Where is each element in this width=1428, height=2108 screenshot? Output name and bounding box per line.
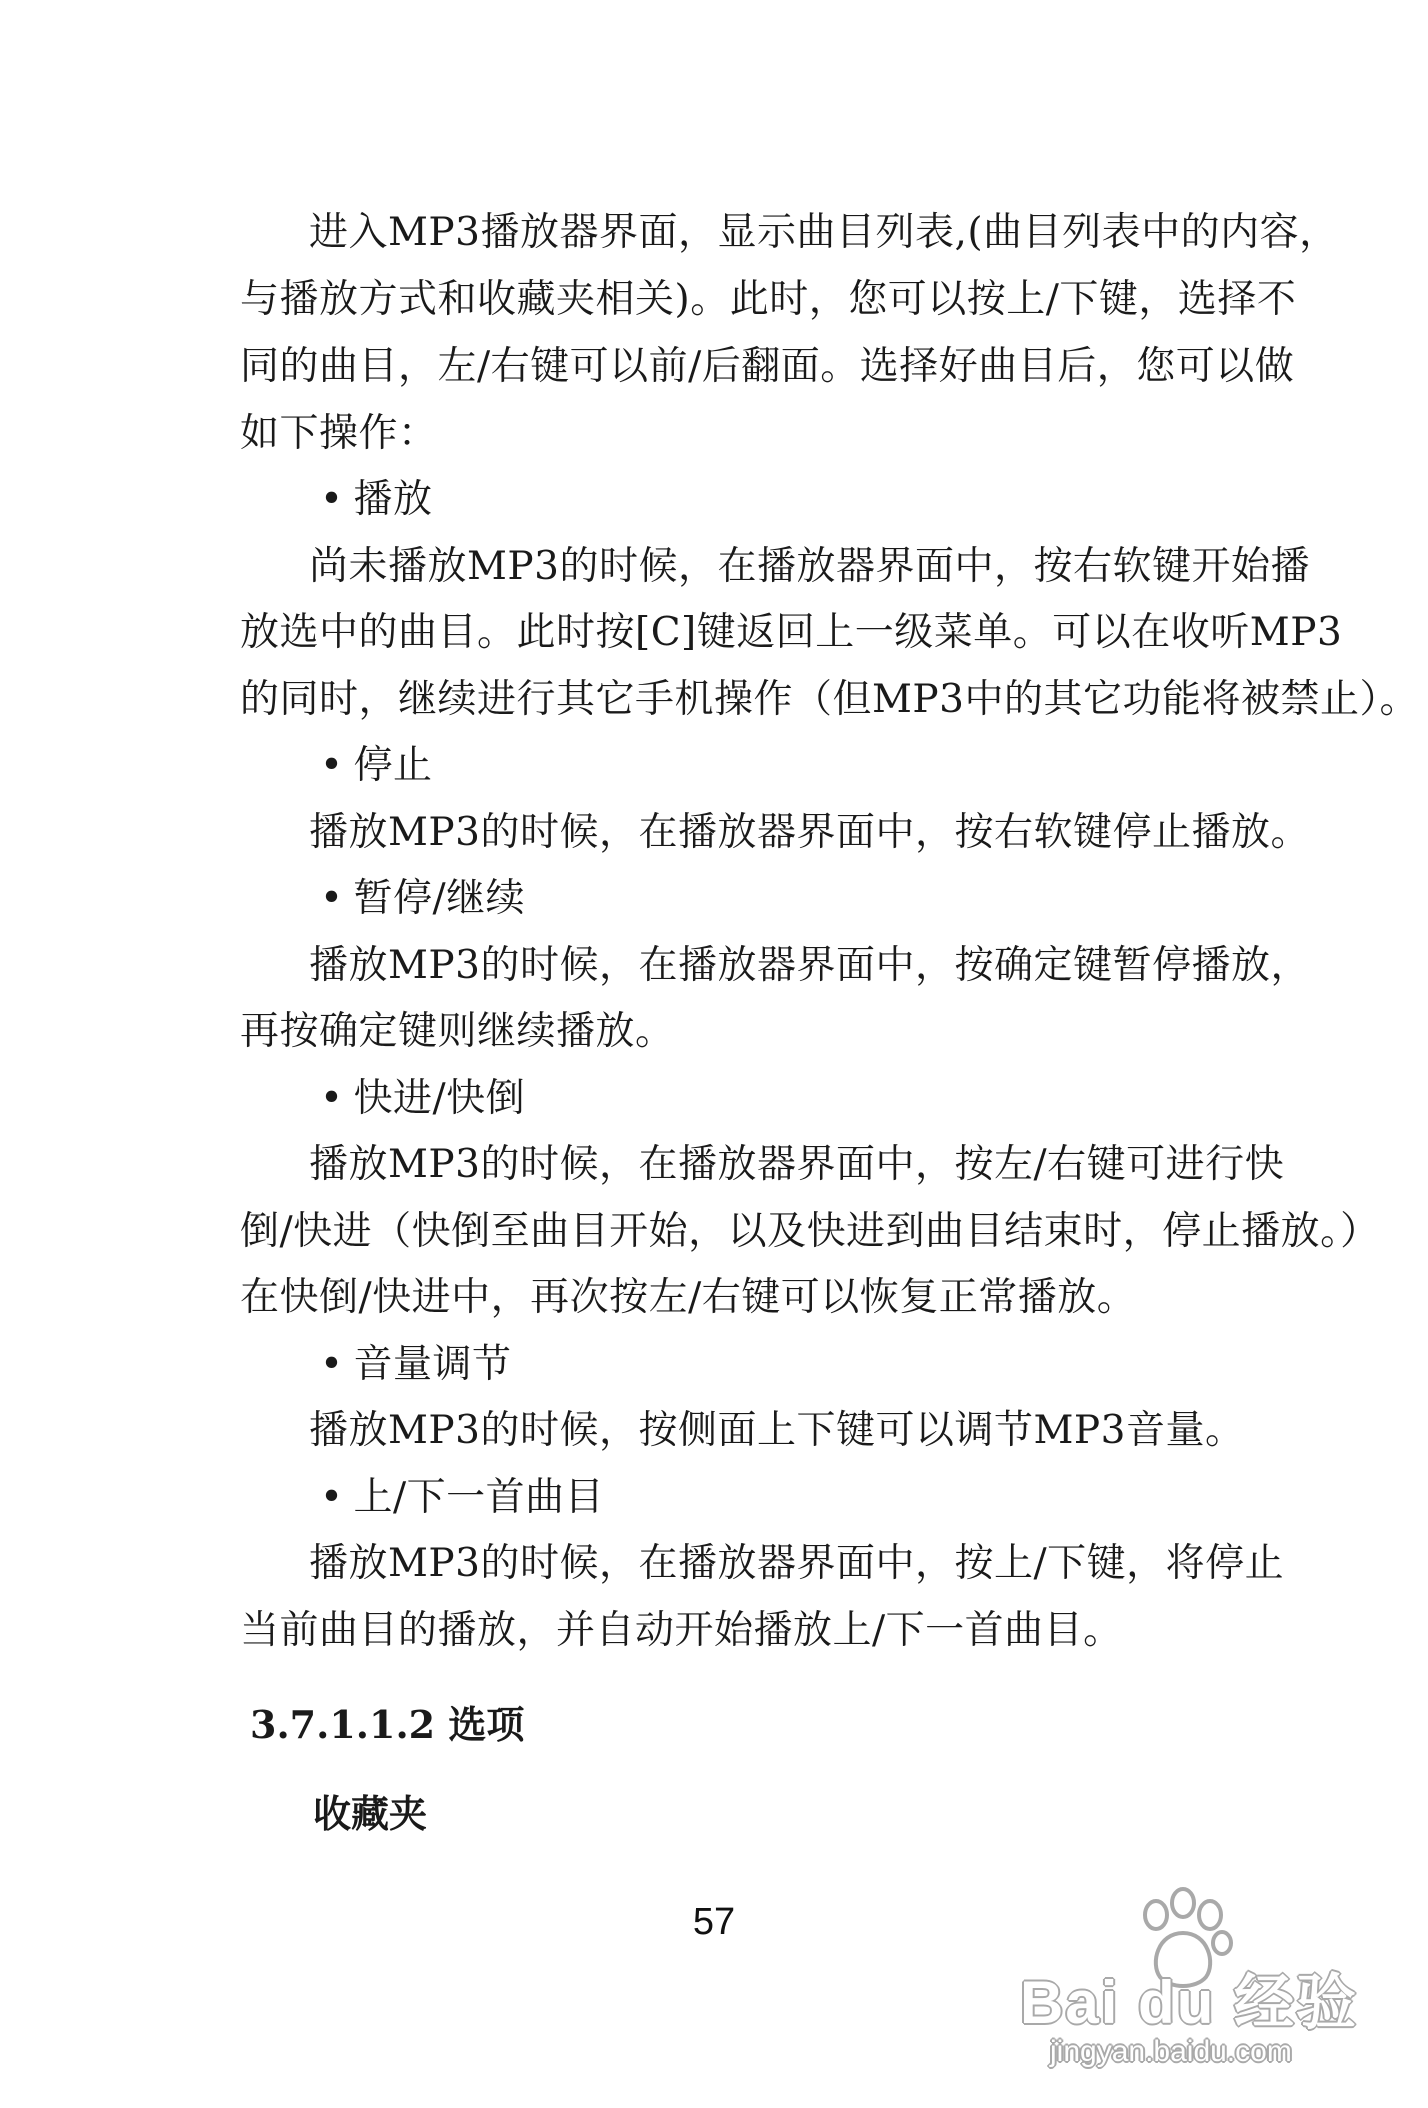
section-heading: 3.7.1.1.2 选项 bbox=[250, 1702, 525, 1747]
bullet-label: 快进/快倒 bbox=[353, 1076, 526, 1121]
subheading: 收藏夹 bbox=[313, 1791, 428, 1836]
bullet-item-pause-resume bbox=[320, 876, 526, 921]
paragraph-line: 播放MP3的时候，在播放器界面中，按右软键停止播放。 bbox=[309, 810, 1310, 855]
paragraph-line: 播放MP3的时候，按侧面上下键可以调节MP3音量。 bbox=[309, 1408, 1245, 1453]
watermark-url: jingyan.baidu.com bbox=[1050, 2035, 1292, 2068]
paragraph-line: 播放MP3的时候，在播放器界面中，按确定键暂停播放， bbox=[309, 943, 1310, 988]
paragraph-line: 播放MP3的时候，在播放器界面中，按上/下键，将停止 bbox=[309, 1541, 1285, 1586]
paragraph-line: 当前曲目的播放，并自动开始播放上/下一首曲目。 bbox=[240, 1608, 1123, 1653]
bullet-mark: • bbox=[320, 876, 344, 921]
bullet-item-fast-forward-rewind bbox=[320, 1076, 526, 1121]
watermark-brand: Bai du 经验 bbox=[1020, 1969, 1359, 2036]
bullet-label: 播放 bbox=[353, 477, 433, 522]
bullet-item-stop bbox=[320, 743, 433, 788]
bullet-label: 上/下一首曲目 bbox=[353, 1475, 605, 1520]
paragraph-line: 倒/快进（快倒至曲目开始，以及快进到曲目结束时，停止播放。） bbox=[240, 1209, 1380, 1254]
bullet-mark: • bbox=[320, 477, 344, 522]
paragraph-line: 如下操作： bbox=[240, 411, 438, 456]
paragraph-line: 再按确定键则继续播放。 bbox=[240, 1009, 675, 1054]
paragraph-line: 放选中的曲目。此时按[C]键返回上一级菜单。可以在收听MP3 bbox=[240, 610, 1343, 655]
bullet-item-prev-next-track bbox=[320, 1475, 605, 1520]
paragraph-line: 的同时，继续进行其它手机操作（但MP3中的其它功能将被禁止）。 bbox=[240, 677, 1419, 722]
paragraph-line: 同的曲目，左/右键可以前/后翻面。选择好曲目后，您可以做 bbox=[240, 344, 1295, 389]
baidu-jingyan-watermark bbox=[1020, 1885, 1390, 2085]
bullet-mark: • bbox=[320, 1342, 344, 1387]
paragraph-line: 进入MP3播放器界面，显示曲目列表,(曲目列表中的内容， bbox=[309, 210, 1339, 255]
bullet-label: 停止 bbox=[353, 743, 433, 788]
paragraph-line: 尚未播放MP3的时候，在播放器界面中，按右软键开始播 bbox=[309, 544, 1310, 589]
bullet-item-volume bbox=[320, 1342, 512, 1387]
page-number: 57 bbox=[692, 1901, 736, 1943]
bullet-mark: • bbox=[320, 1475, 344, 1520]
paragraph-line: 在快倒/快进中，再次按左/右键可以恢复正常播放。 bbox=[240, 1275, 1137, 1320]
bullet-item-play bbox=[320, 477, 433, 522]
paragraph-line: 播放MP3的时候，在播放器界面中，按左/右键可进行快 bbox=[309, 1142, 1285, 1187]
paragraph-line: 与播放方式和收藏夹相关)。此时，您可以按上/下键，选择不 bbox=[240, 277, 1297, 322]
bullet-label: 暂停/继续 bbox=[353, 876, 526, 921]
bullet-label: 音量调节 bbox=[353, 1342, 512, 1387]
bullet-mark: • bbox=[320, 1076, 344, 1121]
bullet-mark: • bbox=[320, 743, 344, 788]
